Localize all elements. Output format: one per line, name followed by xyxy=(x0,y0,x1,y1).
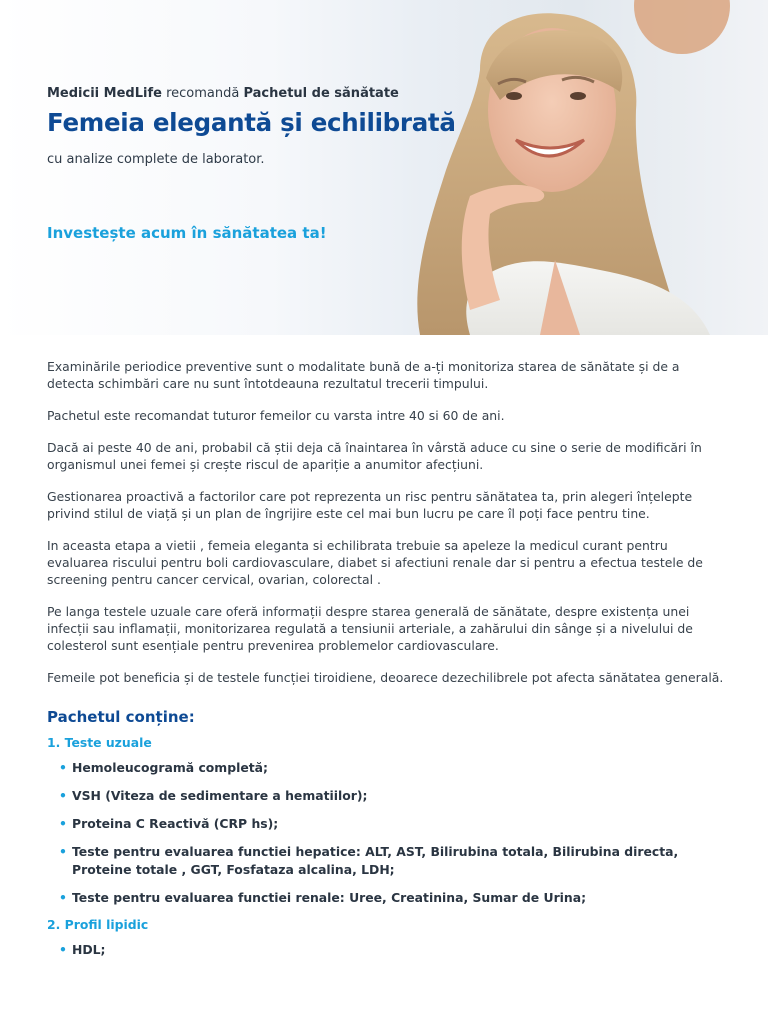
page-subtitle: cu analize complete de laborator. xyxy=(47,152,265,167)
list-item-text: Teste pentru evaluarea functiei hepatice: ALT, AST, Bilirubina totala, Bilirubina directa, Proteine totale , GGT, Fosfataza alcalina, LDH; xyxy=(72,844,679,877)
intro-paragraph: Examinările periodice preventive sunt o modalitate bună de a-ți monitoriza starea de sănătate și de a detecta schimbări care nu sunt întotdeauna rezultatul trecerii timpului. xyxy=(47,359,680,391)
bullet-icon: • xyxy=(59,890,67,905)
list-item-text: VSH (Viteza de sedimentare a hematiilor); xyxy=(72,788,368,803)
list-item xyxy=(57,787,725,805)
list-profil-lipidic xyxy=(47,941,725,959)
intro-paragraph: In aceasta etapa a vietii , femeia eleganta si echilibrata trebuie sa apeleze la medicul curant pentru evaluarea riscului pentru boli cardiovasculare, diabet si afectiuni renale dar si pentru a efectua testele de screening pentru cancer cervical, ovarian, colorectal . xyxy=(47,538,703,587)
list-item-text: Teste pentru evaluarea functiei renale: Uree, Creatinina, Sumar de Urina; xyxy=(72,890,587,905)
list-item-text: Hemoleucogramă completă; xyxy=(72,760,268,775)
main-content xyxy=(47,358,725,969)
hero-photo-woman xyxy=(0,0,768,335)
bullet-icon: • xyxy=(59,844,67,859)
page-title: Femeia elegantă și echilibrată xyxy=(47,108,456,137)
intro-paragraph: Pe langa testele uzuale care oferă informații despre starea generală de sănătate, despre existența unei infecții sau inflamații, monitorizarea regulată a tensiunii arteriale, a zahărului din sânge și a nivelului de colesterol sunt esențiale pentru prevenirea problemelor cardiovasculare. xyxy=(47,604,693,653)
hero-eyebrow xyxy=(47,86,399,101)
list-item-text: HDL; xyxy=(72,942,106,957)
eyebrow-connector: recomandă xyxy=(166,86,240,101)
bullet-icon: • xyxy=(59,788,67,803)
section-title-teste-uzuale: 1. Teste uzuale xyxy=(47,735,152,750)
bullet-icon: • xyxy=(59,760,67,775)
intro-paragraph: Dacă ai peste 40 de ani, probabil că știi deja că înaintarea în vârstă aduce cu sine o serie de modificări în organismul unei femei și crește riscul de apariție a anumitor afecțiuni. xyxy=(47,440,702,472)
list-teste-uzuale xyxy=(47,759,725,907)
intro-paragraph: Femeile pot beneficia și de testele funcției tiroidiene, deoarece dezechilibrele pot afecta sănătatea generală. xyxy=(47,670,724,685)
hero-banner xyxy=(0,0,768,335)
intro-paragraph: Pachetul este recomandat tuturor femeilor cu varsta intre 40 si 60 de ani. xyxy=(47,408,505,423)
cta-text: Investește acum în sănătatea ta! xyxy=(47,224,327,242)
bullet-icon: • xyxy=(59,816,67,831)
list-item-text: Proteina C Reactivă (CRP hs); xyxy=(72,816,279,831)
intro-paragraph: Gestionarea proactivă a factorilor care pot reprezenta un risc pentru sănătatea ta, prin alegeri înțelepte privind stilul de viață și un plan de îngrijire este cel mai bun lucru pe care îl poți face pentru tine. xyxy=(47,489,693,521)
list-item xyxy=(57,889,725,907)
list-item xyxy=(57,759,725,777)
package-contents-heading: Pachetul conține: xyxy=(47,708,195,726)
package-label: Pachetul de sănătate xyxy=(243,86,399,101)
bullet-icon: • xyxy=(59,942,67,957)
brand-name: Medicii MedLife xyxy=(47,86,162,101)
list-item xyxy=(57,843,725,879)
list-item xyxy=(57,815,725,833)
section-title-profil-lipidic: 2. Profil lipidic xyxy=(47,917,149,932)
list-item xyxy=(57,941,725,959)
